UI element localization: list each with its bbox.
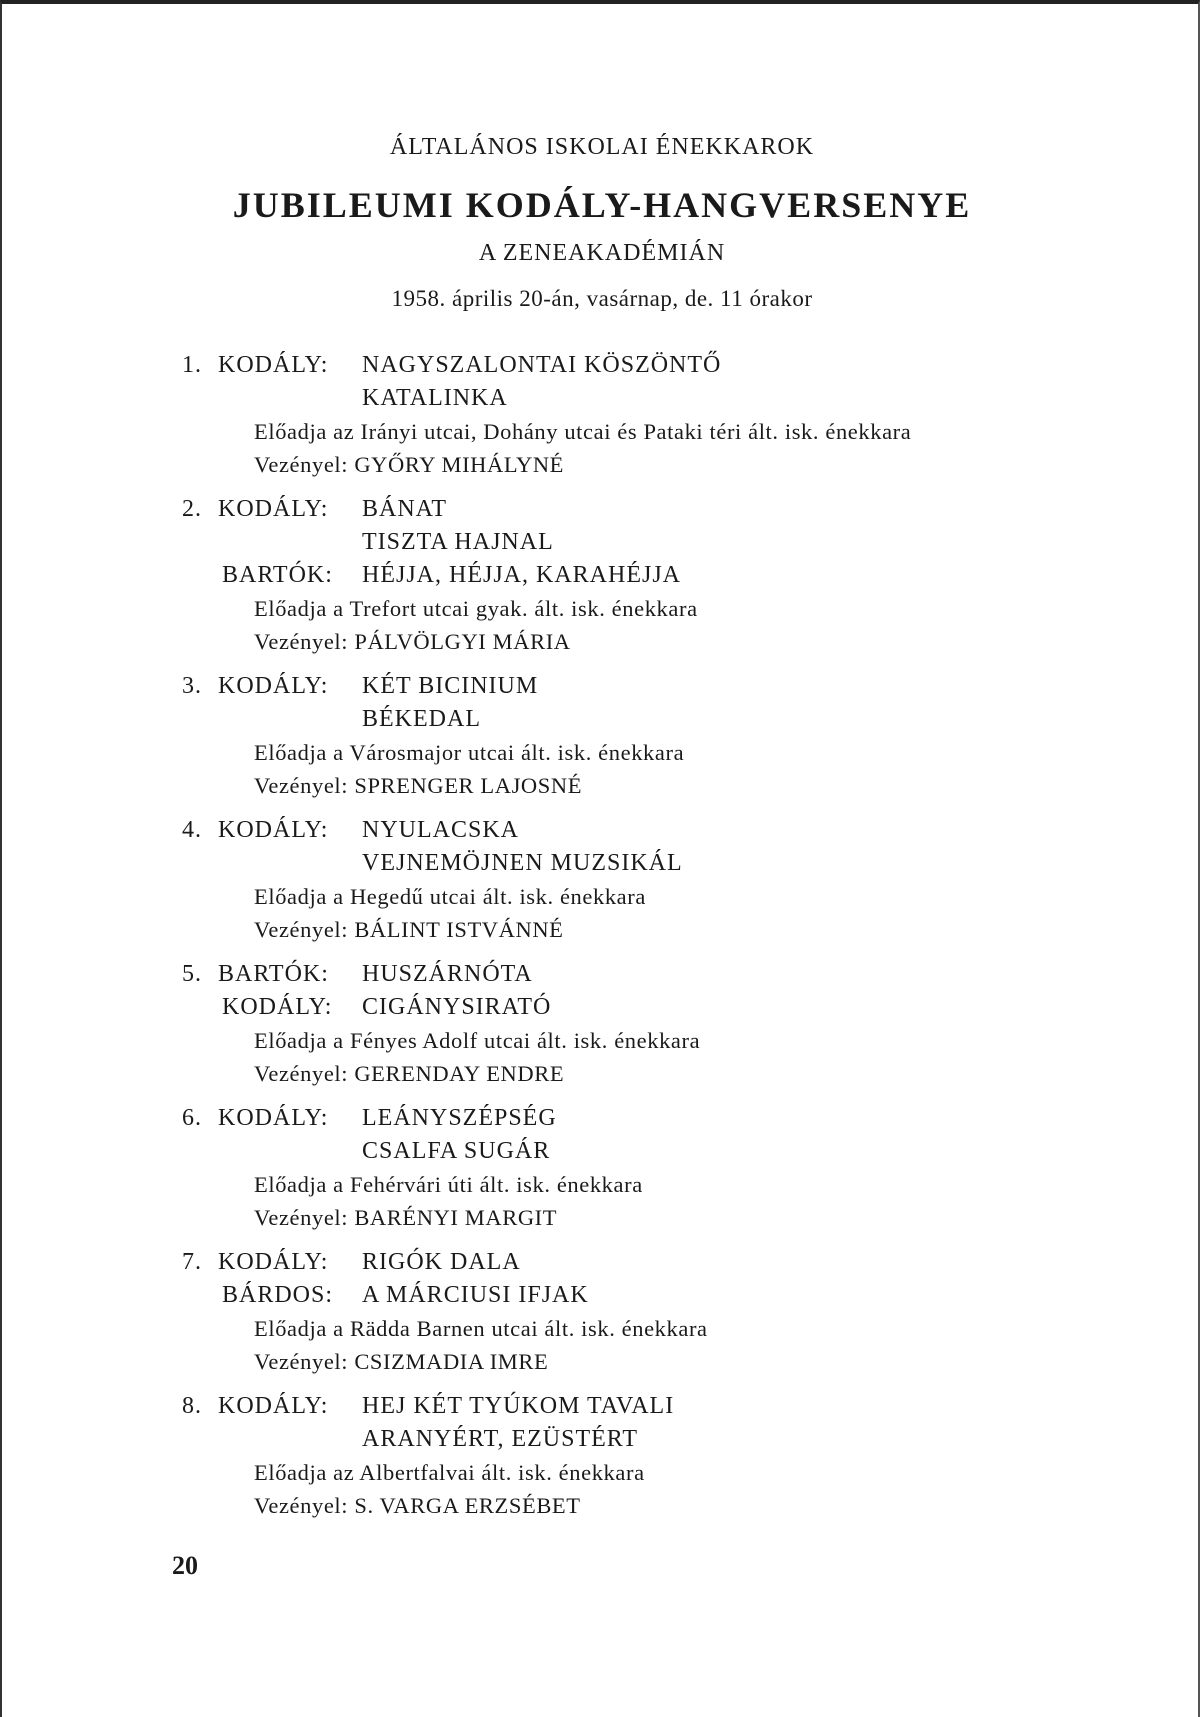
work-title: BÉKEDAL [362, 706, 481, 732]
work-title: HUSZÁRNÓTA [362, 961, 533, 987]
performer-line: Előadja a Fehérvári úti ált. isk. énekkara [254, 1172, 643, 1197]
item-number: 6. [182, 1105, 202, 1131]
programme-item-4 [182, 814, 1142, 946]
performer-line: Előadja a Városmajor utcai ált. isk. énekkara [254, 740, 685, 765]
composer: KODÁLY: [218, 496, 329, 522]
performer-line: Előadja a Rädda Barnen utcai ált. isk. énekkara [254, 1316, 708, 1341]
work-title: VEJNEMÖJNEN MUZSIKÁL [362, 850, 683, 876]
item-number: 2. [182, 496, 202, 522]
concert-subtitle: ÁLTALÁNOS ISKOLAI ÉNEKKAROK [389, 134, 815, 160]
composer: KODÁLY: [218, 1105, 329, 1131]
page-number: 20 [172, 1551, 198, 1580]
composer: BÁRDOS: [222, 1282, 334, 1308]
composer: KODÁLY: [218, 1393, 329, 1419]
work-title: NYULACSKA [362, 817, 520, 843]
concert-date: 1958. április 20-án, vasárnap, de. 11 órakor [391, 286, 813, 311]
work-title: CIGÁNYSIRATÓ [362, 994, 552, 1020]
performer-line: Előadja az Albertfalvai ált. isk. énekkara [254, 1460, 645, 1485]
concert-venue: A ZENEAKADÉMIÁN [478, 240, 726, 266]
item-number: 1. [182, 352, 202, 378]
work-title: HÉJJA, HÉJJA, KARAHÉJJA [362, 562, 682, 588]
composer: KODÁLY: [218, 352, 329, 378]
conductor-line: Vezényel: PÁLVÖLGYI MÁRIA [254, 629, 571, 654]
work-title: NAGYSZALONTAI KÖSZÖNTŐ [362, 352, 722, 378]
programme-item-3 [182, 670, 1142, 802]
programme-item-8 [182, 1390, 1142, 1522]
work-title: ARANYÉRT, EZÜSTÉRT [362, 1426, 638, 1452]
conductor-line: Vezényel: S. VARGA ERZSÉBET [254, 1493, 581, 1518]
composer: KODÁLY: [222, 994, 333, 1020]
item-number: 3. [182, 673, 202, 699]
programme-list [182, 349, 1142, 1534]
item-number: 4. [182, 817, 202, 843]
conductor-line: Vezényel: CSIZMADIA IMRE [254, 1349, 549, 1374]
conductor-line: Vezényel: GYŐRY MIHÁLYNÉ [254, 452, 565, 477]
work-title: LEÁNYSZÉPSÉG [362, 1105, 557, 1131]
item-number: 7. [182, 1249, 202, 1275]
performer-line: Előadja a Fényes Adolf utcai ált. isk. énekkara [254, 1028, 701, 1053]
composer: BARTÓK: [222, 562, 333, 588]
composer: KODÁLY: [218, 817, 329, 843]
conductor-line: Vezényel: BÁLINT ISTVÁNNÉ [254, 917, 564, 942]
work-title: HEJ KÉT TYÚKOM TAVALI [362, 1393, 675, 1419]
composer: KODÁLY: [218, 673, 329, 699]
work-title: KATALINKA [362, 385, 508, 411]
work-title: KÉT BICINIUM [362, 673, 539, 699]
work-title: CSALFA SUGÁR [362, 1138, 551, 1164]
performer-line: Előadja a Trefort utcai gyak. ált. isk. énekkara [254, 596, 698, 621]
work-title: A MÁRCIUSI IFJAK [362, 1282, 589, 1308]
work-title: RIGÓK DALA [362, 1249, 521, 1275]
programme-item-6 [182, 1102, 1142, 1234]
programme-item-7 [182, 1246, 1142, 1378]
work-title: BÁNAT [362, 496, 448, 522]
performer-line: Előadja a Hegedű utcai ált. isk. énekkara [254, 884, 646, 909]
composer: KODÁLY: [218, 1249, 329, 1275]
conductor-line: Vezényel: GERENDAY ENDRE [254, 1061, 565, 1086]
programme-item-5 [182, 958, 1142, 1090]
conductor-line: Vezényel: SPRENGER LAJOSNÉ [254, 773, 583, 798]
work-title: TISZTA HAJNAL [362, 529, 554, 555]
item-number: 5. [182, 961, 202, 987]
conductor-line: Vezényel: BARÉNYI MARGIT [254, 1205, 558, 1230]
programme-item-2 [182, 493, 1142, 658]
concert-title: JUBILEUMI KODÁLY-HANGVERSENYE [232, 185, 972, 225]
performer-line: Előadja az Irányi utcai, Dohány utcai és Pataki téri ált. isk. énekkara [254, 419, 912, 444]
composer: BARTÓK: [218, 961, 329, 987]
item-number: 8. [182, 1393, 202, 1419]
programme-item-1 [182, 349, 1142, 481]
